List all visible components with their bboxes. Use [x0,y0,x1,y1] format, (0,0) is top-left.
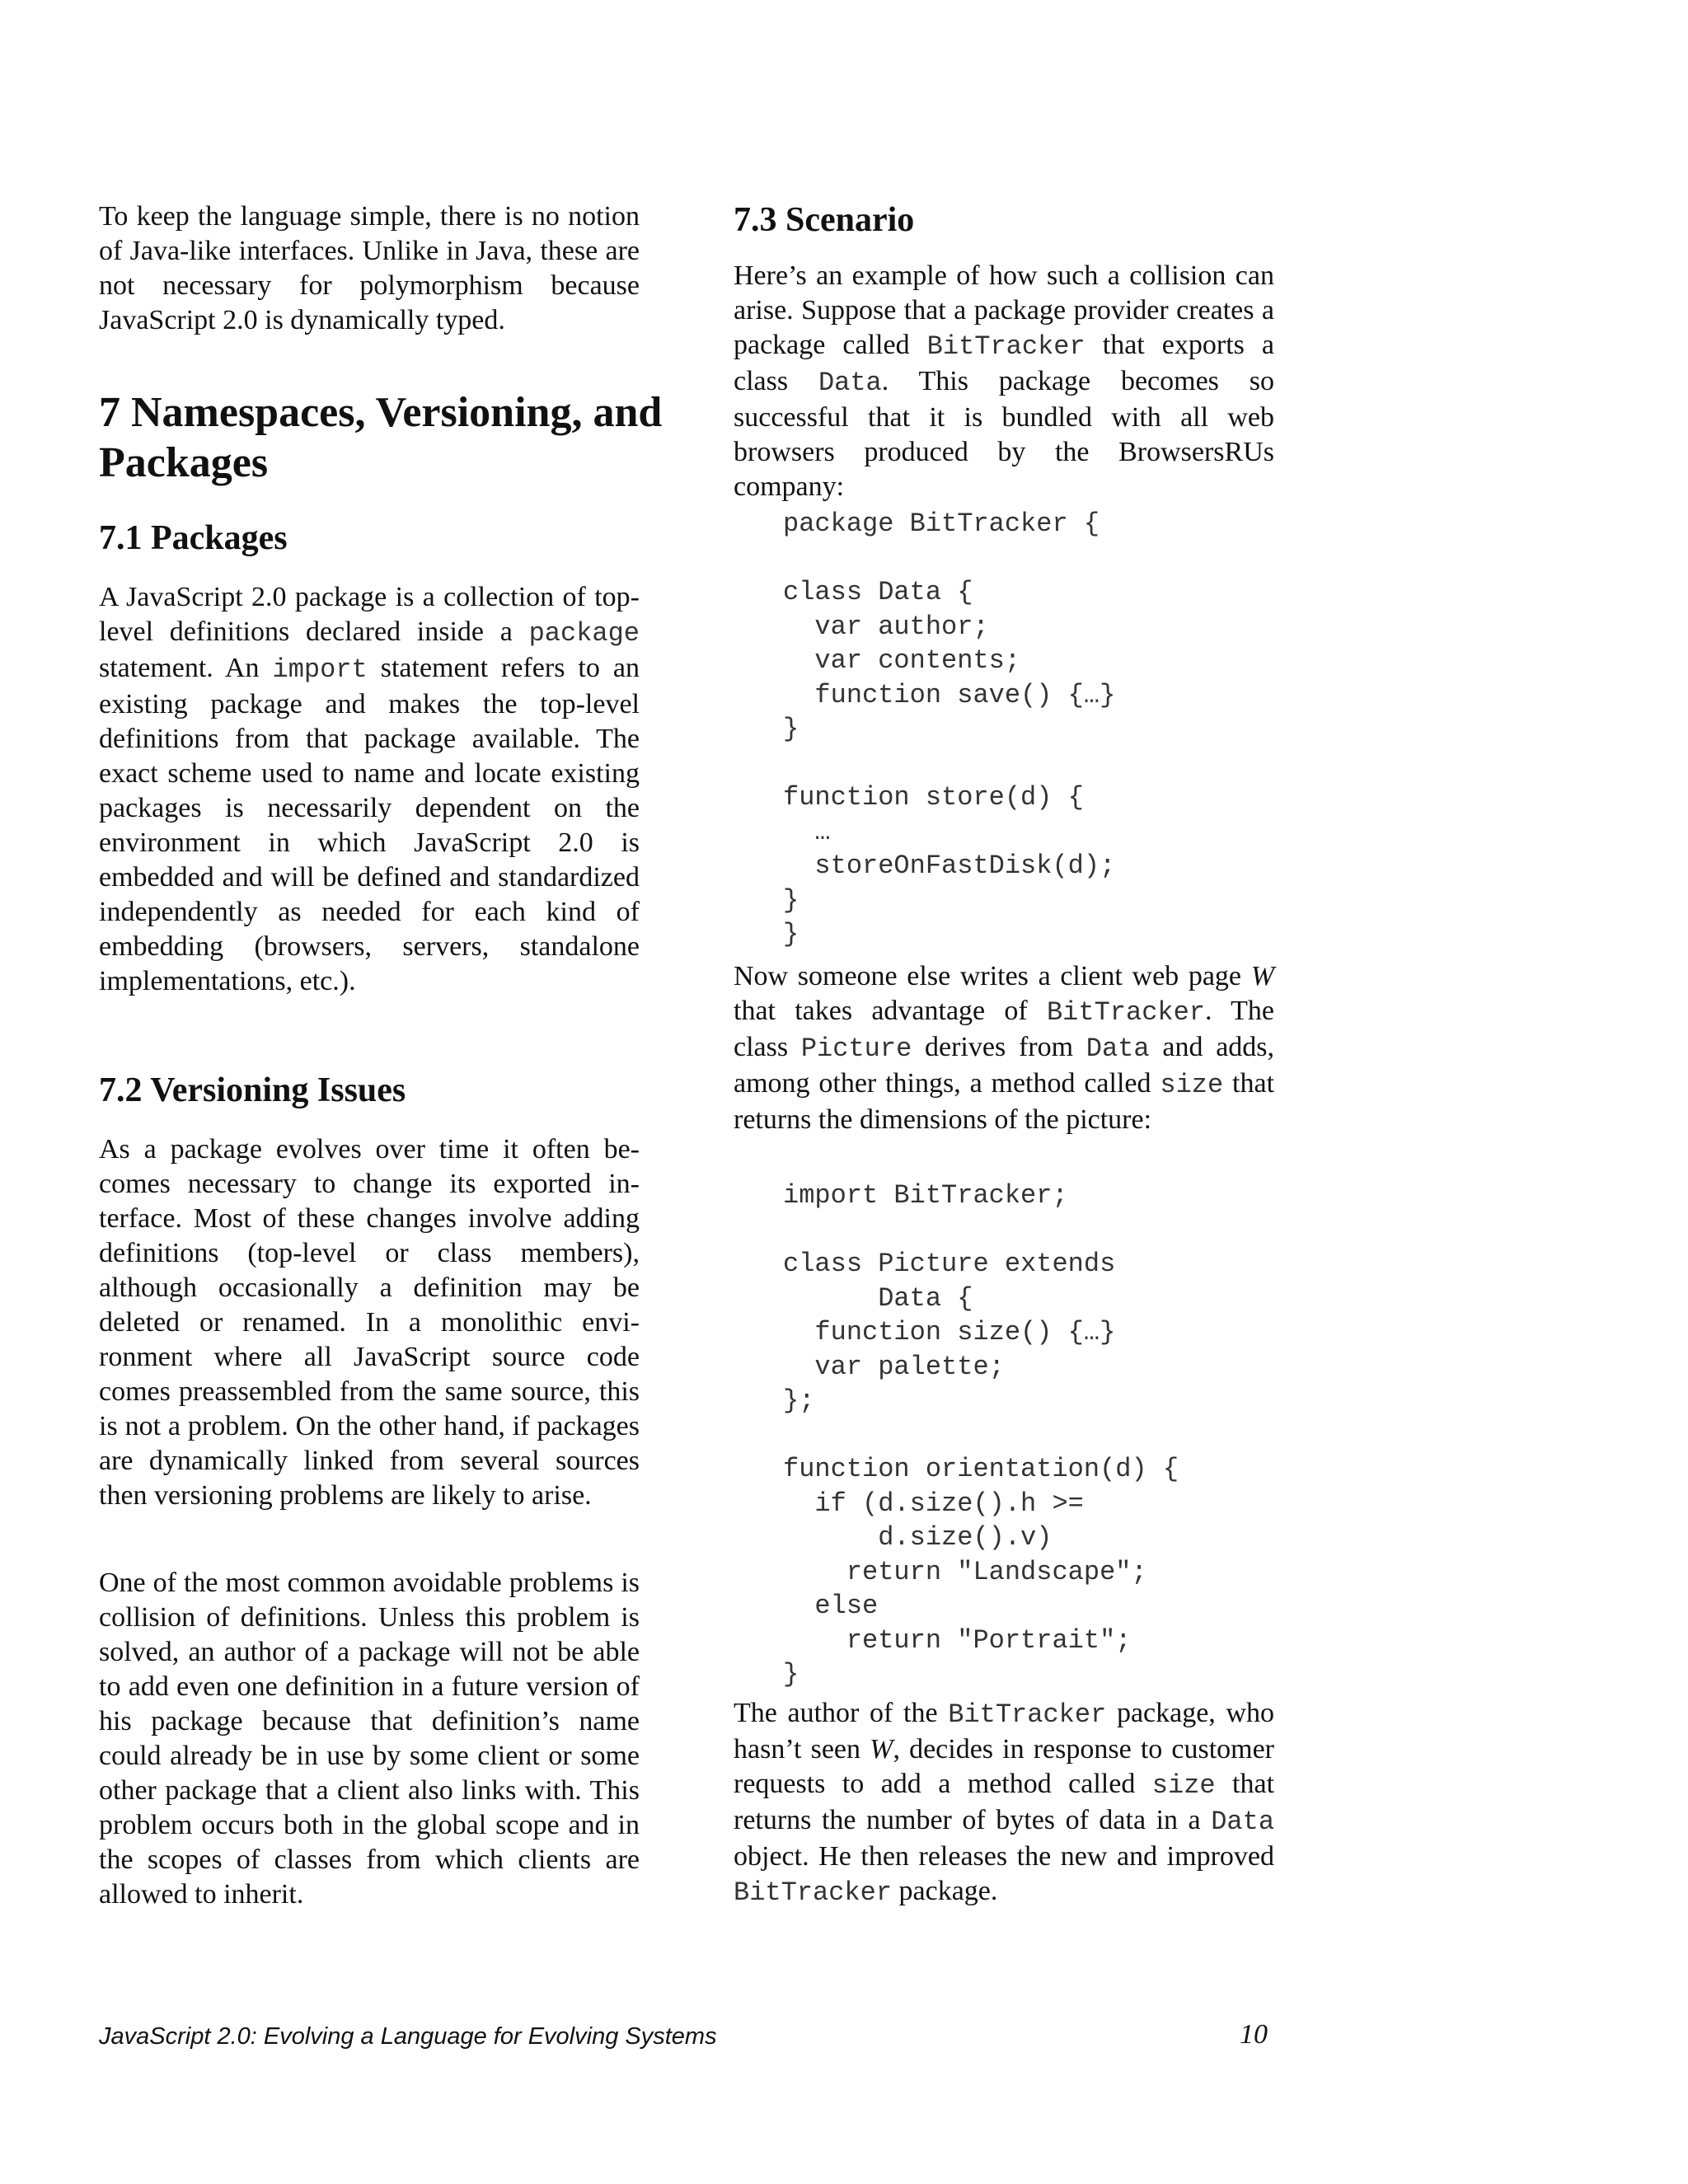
packages-text-2: statement. An [99,653,260,683]
scenario-p3-d: that returns the number of bytes of data in a [734,1769,1275,1835]
scenario-paragraph-2 [734,959,1274,1137]
code-data: Data [1211,1807,1275,1837]
scenario-p1-b: that exports a class [734,330,1275,396]
scenario-p3-b: package, who hasn’t seen [734,1698,1275,1765]
w-italic: W [1250,961,1275,991]
code-data: Data [1085,1033,1150,1064]
footer-title: JavaScript 2.0: Evolving a Language for Evolving Systems [99,2023,717,2050]
page-number: 10 [1240,2019,1268,2050]
versioning-paragraph-1: As a package evolves over time it often becomes necessary to change its exported interface. Most of these changes involve adding definitions (top-level or class members), although occasionally a definition may be deleted or renamed. In a monolithic environment where all JavaScript source code comes preassembled from the same source, this is not a problem. On the other hand, if packages are dynamically linked from several sources then versioning problems are likely to arise. [99,1134,640,1511]
scenario-p3-e: object. He then releases the new and improved [734,1841,1274,1872]
code-bittracker: BitTracker [926,331,1085,362]
scenario-heading: 7.3 Scenario [734,201,915,239]
code-package: package [528,618,640,649]
packages-text-3: statement refers to an existing package and makes the top-level definitions from that package available. The exact scheme used to name and locate existing packages is necessarily dependent on the environment in which JavaScript 2.0 is embedded and will be defined and standardized independently as needed for each kind of embedding (browsers, servers, standalone implementations, etc.). [99,653,640,996]
intro-paragraph: To keep the language simple, there is no notion of Java-like interfaces. Unlike in Java, these are not necessary for polymorphism because JavaScript 2.0 is dynamically typed. [99,201,640,335]
scenario-p2-a: Now someone else writes a client web page [734,961,1242,991]
scenario-p1-c: . This package becomes so successful that it is bundled with all web browsers produced by the BrowsersRUs company: [734,366,1274,502]
code-bittracker: BitTracker [1046,997,1205,1028]
code-block-picture: import BitTracker; class Picture extends Data { function size() {…} var palette; }; function orientation(d) { if (d.size().h >= d.size().v) return "Landscape"; else return "Portrait"; } [783,1180,1179,1690]
code-bittracker: BitTracker [948,1699,1107,1730]
scenario-p2-f: that returns the dimensions of the picture: [734,1068,1275,1135]
w-italic: W [870,1734,893,1765]
code-data: Data [818,368,882,398]
scenario-p3-c: , decides in response to customer requests to add a method called [734,1734,1275,1799]
code-import: import [272,654,368,685]
packages-heading: 7.1 Packages [99,519,288,557]
versioning-heading: 7.2 Versioning Issues [99,1071,406,1109]
scenario-p3-f: package. [898,1876,998,1906]
scenario-p2-c: . The class [734,996,1274,1062]
code-picture: Picture [800,1033,912,1064]
packages-text-1: A JavaScript 2.0 package is a collection of top-level definitions declared inside a [99,582,640,647]
code-size: size [1151,1770,1216,1801]
code-block-bittracker: package BitTracker { class Data { var author; var contents; function save() {…} } function store(d) { … storeOnFastDisk(d); } } [783,509,1116,949]
scenario-paragraph-3 [734,1696,1274,1910]
scenario-paragraph-1 [734,259,1274,504]
section-heading: 7 Namespaces, Versioning, and Packages [99,389,663,486]
code-size: size [1160,1070,1224,1100]
versioning-paragraph-2: One of the most common avoidable problems is collision of definitions. Unless this problem is solved, an author of a package will not be able to add even one definition in a future version of his package because that definition’s name could already be in use by some client or some other package that a client also links with. This problem occurs both in the global scope and in the scopes of classes from which clients are allowed to inherit. [99,1568,640,1910]
scenario-p1-a: Here’s an example of how such a collision can arise. Suppose that a package provider creates a package called [734,260,1274,360]
packages-paragraph [99,580,640,999]
code-bittracker: BitTracker [734,1877,893,1908]
scenario-p2-e: and adds, among other things, a method called [734,1032,1275,1099]
scenario-p2-d: derives from [925,1032,1074,1062]
scenario-p2-b: that takes advantage of [734,996,1028,1026]
scenario-p3-a: The author of the [734,1698,938,1728]
